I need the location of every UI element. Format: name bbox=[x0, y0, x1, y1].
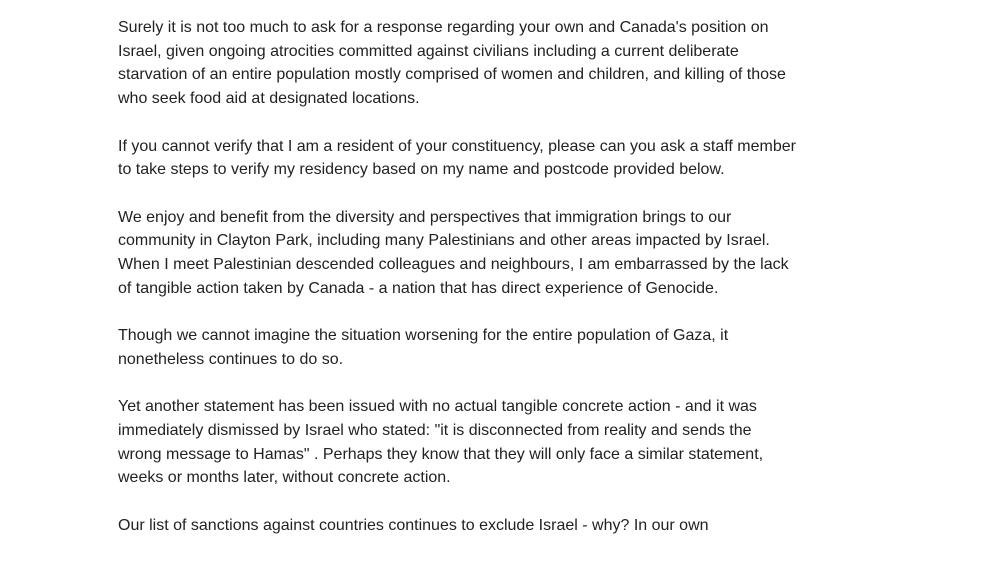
text-line: of tangible action taken by Canada - a nation that has direct experience of Genocide. bbox=[118, 279, 719, 297]
text-line: When I meet Palestinian descended colleagues and neighbours, I am embarrassed by the lack bbox=[118, 256, 789, 273]
text-line: Surely it is not too much to ask for a response regarding your own and Canada's position on bbox=[118, 19, 769, 36]
paragraph-response-request bbox=[118, 16, 918, 111]
paragraph-community-diversity bbox=[118, 206, 918, 301]
text-line: We enjoy and benefit from the diversity and perspectives that immigration brings to our bbox=[118, 208, 732, 226]
text-line: weeks or months later, without concrete action. bbox=[118, 469, 451, 487]
paragraph-gaza-situation bbox=[118, 324, 918, 371]
text-line: Our list of sanctions against countries continues to exclude Israel - why? In our own bbox=[118, 516, 709, 534]
paragraph-statement-dismissed bbox=[118, 395, 918, 490]
text-line: starvation of an entire population mostly comprised of women and children, and killing of those bbox=[118, 66, 786, 84]
paragraph-residency-verification bbox=[118, 135, 918, 182]
text-line: wrong message to Hamas" . Perhaps they know that they will only face a similar statement, bbox=[118, 445, 764, 463]
letter-body bbox=[118, 16, 918, 561]
paragraph-sanctions bbox=[118, 514, 918, 538]
text-line: nonetheless continues to do so. bbox=[118, 350, 344, 368]
text-line: If you cannot verify that I am a resident of your constituency, please can you ask a staff member bbox=[118, 137, 796, 155]
text-line: Israel, given ongoing atrocities committed against civilians including a current deliberate bbox=[118, 42, 739, 60]
text-line: to take steps to verify my residency based on my name and postcode provided below. bbox=[118, 161, 725, 179]
text-line: who seek food aid at designated locations. bbox=[118, 90, 420, 108]
text-line: immediately dismissed by Israel who stated: "it is disconnected from reality and sends the bbox=[118, 421, 752, 439]
text-line: Though we cannot imagine the situation worsening for the entire population of Gaza, it bbox=[118, 327, 729, 345]
text-line: Yet another statement has been issued with no actual tangible concrete action - and it was bbox=[118, 398, 757, 416]
text-line: community in Clayton Park, including many Palestinians and other areas impacted by Israel. bbox=[118, 232, 770, 250]
